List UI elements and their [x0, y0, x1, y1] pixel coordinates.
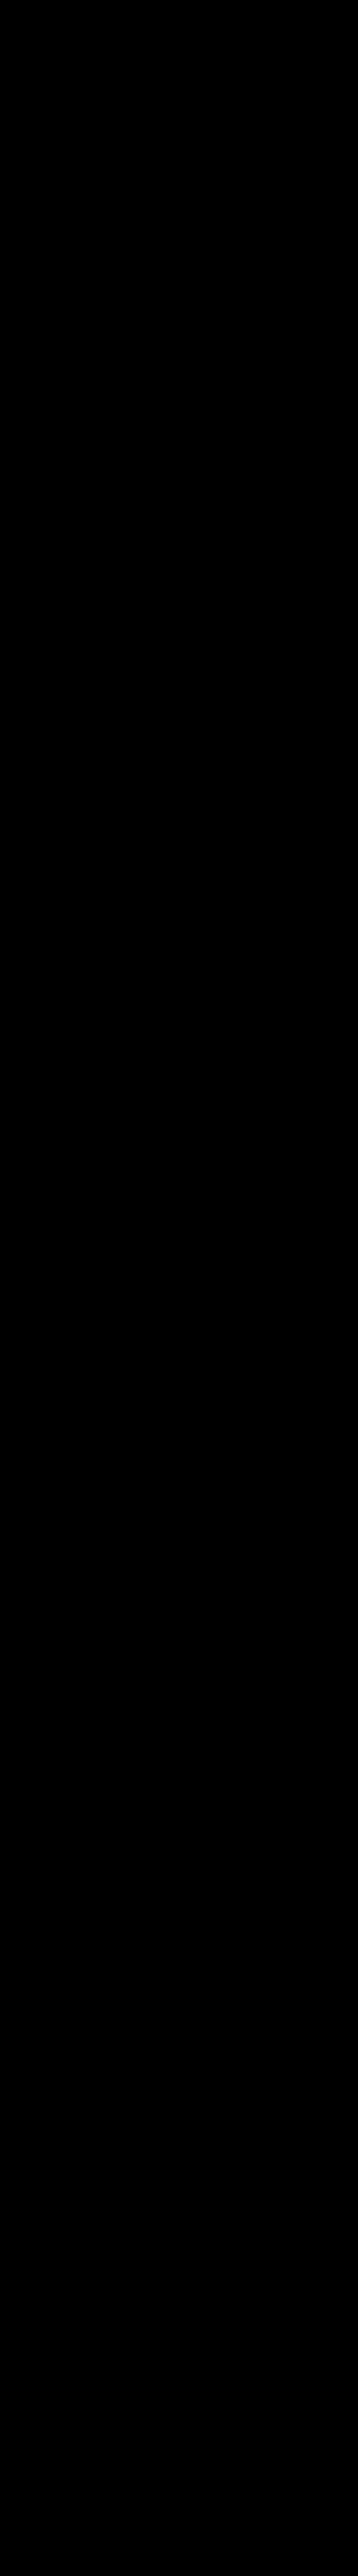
contact-footer [0, 2563, 358, 2572]
article-title [6, 4, 352, 18]
article-body [6, 21, 352, 2544]
